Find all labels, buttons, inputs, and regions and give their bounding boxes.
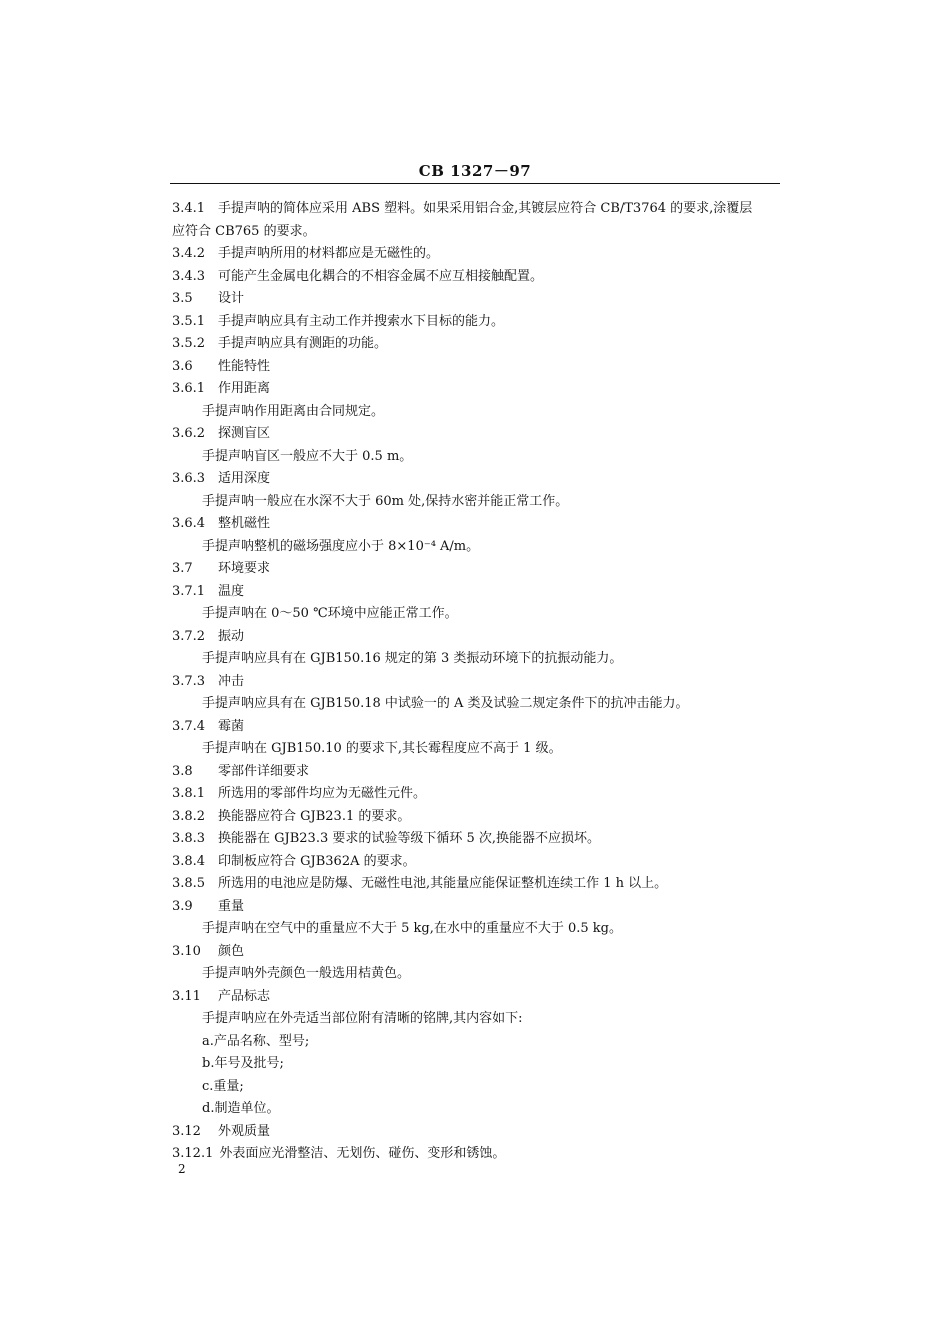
- clause-text: 适用深度: [218, 471, 271, 486]
- clause-line: [172, 626, 782, 649]
- clause-text: 设计: [218, 291, 245, 306]
- clause-line: [172, 896, 782, 919]
- clause-number: 3.7.2: [172, 628, 206, 644]
- clause-line: [172, 423, 782, 446]
- clause-number: 3.6.3: [172, 471, 206, 486]
- clause-text: 印制板应符合 GJB362A 的要求。: [218, 853, 416, 869]
- text-line: [172, 603, 782, 626]
- clause-number: 3.6.4: [172, 516, 206, 531]
- document-body: [172, 198, 782, 1166]
- clause-text: 颜色: [218, 943, 245, 959]
- text-line: [172, 1098, 782, 1121]
- clause-number: 3.8.4: [172, 853, 206, 869]
- clause-text: 所选用的零部件均应为无磁性元件。: [218, 786, 427, 801]
- clause-line: [172, 558, 782, 581]
- clause-text: 手提声呐应具有在 GJB150.18 中试验一的 A 类及试验二规定条件下的抗冲击能力。: [202, 696, 689, 711]
- clause-number: 3.5: [172, 291, 193, 306]
- clause-number: 3.6.2: [172, 426, 206, 441]
- clause-text: 振动: [218, 628, 245, 644]
- clause-line: [172, 288, 782, 311]
- clause-text: 手提声呐作用距离由合同规定。: [202, 403, 385, 419]
- clause-line: [172, 468, 782, 491]
- clause-text: 外表面应光滑整洁、无划伤、碰伤、变形和锈蚀。: [219, 1146, 506, 1161]
- clause-text: 产品标志: [218, 988, 271, 1004]
- clause-number: 3.5.2: [172, 336, 206, 351]
- clause-number: 3.11: [172, 988, 201, 1004]
- clause-line: [172, 1143, 782, 1166]
- clause-number: 3.8: [172, 763, 193, 779]
- clause-text: 整机磁性: [218, 516, 271, 531]
- clause-text: 外观质量: [218, 1123, 271, 1139]
- clause-line: [172, 828, 782, 851]
- clause-number: 3.8.3: [172, 831, 206, 846]
- clause-text: 手提声呐应具有主动工作并搜索水下目标的能力。: [218, 313, 505, 329]
- text-line: [172, 536, 782, 559]
- clause-line: [172, 851, 782, 874]
- clause-text: 零部件详细要求: [218, 763, 310, 779]
- clause-number: 3.5.1: [172, 313, 206, 329]
- text-line: [172, 648, 782, 671]
- clause-number: 3.4.1: [172, 201, 206, 216]
- clause-text: 换能器在 GJB23.3 要求的试验等级下循环 5 次,换能器不应损坏。: [218, 831, 601, 846]
- clause-line: [172, 941, 782, 964]
- clause-line: [172, 671, 782, 694]
- clause-text: 霉菌: [218, 718, 245, 734]
- clause-line: [172, 266, 782, 289]
- clause-number: 3.10: [172, 943, 201, 959]
- clause-number: 3.8.2: [172, 808, 206, 824]
- clause-text: b.年号及批号;: [202, 1056, 284, 1071]
- document-header-code: CB 1327－97: [418, 162, 532, 180]
- clause-text: 探测盲区: [218, 426, 271, 441]
- clause-text: 手提声呐整机的磁场强度应小于 8×10⁻⁴ A/m。: [202, 538, 480, 554]
- text-line: [172, 738, 782, 761]
- clause-text: 手提声呐应具有在 GJB150.16 规定的第 3 类振动环境下的抗振动能力。: [202, 651, 623, 666]
- clause-text: c.重量;: [202, 1078, 244, 1094]
- text-line: [172, 693, 782, 716]
- page-number: 2: [178, 1162, 186, 1176]
- clause-text: 手提声呐在 GJB150.10 的要求下,其长霉程度应不高于 1 级。: [202, 741, 562, 756]
- clause-text: 性能特性: [218, 358, 271, 374]
- clause-text: 重量: [218, 898, 245, 914]
- text-line: [172, 221, 782, 244]
- text-line: [172, 446, 782, 469]
- clause-text: 手提声呐应在外壳适当部位附有清晰的铭牌,其内容如下:: [202, 1011, 523, 1026]
- clause-text: 作用距离: [218, 381, 271, 396]
- clause-text: 应符合 CB765 的要求。: [172, 223, 316, 239]
- text-line: [172, 491, 782, 514]
- clause-number: 3.12.1: [172, 1146, 214, 1161]
- clause-text: 可能产生金属电化耦合的不相容金属不应互相接触配置。: [218, 268, 544, 284]
- clause-text: a.产品名称、型号;: [202, 1033, 310, 1049]
- clause-line: [172, 378, 782, 401]
- clause-number: 3.7.1: [172, 583, 206, 599]
- clause-number: 3.7.4: [172, 718, 206, 734]
- clause-number: 3.12: [172, 1123, 201, 1139]
- clause-number: 3.7.3: [172, 673, 206, 689]
- clause-number: 3.7: [172, 561, 193, 576]
- text-line: [172, 1031, 782, 1054]
- clause-line: [172, 783, 782, 806]
- clause-line: [172, 986, 782, 1009]
- text-line: [172, 401, 782, 424]
- clause-text: 手提声呐在空气中的重量应不大于 5 kg,在水中的重量应不大于 0.5 kg。: [202, 921, 623, 936]
- text-line: [172, 1008, 782, 1031]
- clause-text: 冲击: [218, 673, 245, 689]
- clause-line: [172, 581, 782, 604]
- text-line: [172, 918, 782, 941]
- clause-text: 所选用的电池应是防爆、无磁性电池,其能量应能保证整机连续工作 1 h 以上。: [218, 876, 668, 891]
- clause-line: [172, 1121, 782, 1144]
- clause-text: 手提声呐所用的材料都应是无磁性的。: [218, 246, 440, 261]
- clause-number: 3.9: [172, 898, 193, 914]
- text-line: [172, 1076, 782, 1099]
- clause-number: 3.8.1: [172, 786, 206, 801]
- clause-number: 3.4.3: [172, 268, 206, 284]
- clause-number: 3.6.1: [172, 381, 206, 396]
- text-line: [172, 963, 782, 986]
- header-rule: [170, 183, 780, 184]
- clause-text: 环境要求: [218, 561, 271, 576]
- clause-text: 手提声呐外壳颜色一般选用桔黄色。: [202, 966, 411, 981]
- clause-text: 换能器应符合 GJB23.1 的要求。: [218, 808, 411, 824]
- clause-text: 手提声呐盲区一般应不大于 0.5 m。: [202, 448, 413, 464]
- clause-number: 3.6: [172, 358, 193, 374]
- clause-number: 3.8.5: [172, 876, 206, 891]
- clause-line: [172, 716, 782, 739]
- text-line: [172, 1053, 782, 1076]
- clause-line: [172, 806, 782, 829]
- clause-line: [172, 873, 782, 896]
- clause-line: [172, 761, 782, 784]
- clause-line: [172, 333, 782, 356]
- clause-line: [172, 311, 782, 334]
- clause-text: 手提声呐在 0～50 ℃环境中应能正常工作。: [202, 606, 458, 621]
- clause-text: 手提声呐应具有测距的功能。: [218, 336, 388, 351]
- clause-text: 温度: [218, 583, 245, 599]
- clause-line: [172, 198, 782, 221]
- clause-text: d.制造单位。: [202, 1101, 280, 1116]
- clause-line: [172, 243, 782, 266]
- clause-number: 3.4.2: [172, 246, 206, 261]
- clause-text: 手提声呐的简体应采用 ABS 塑料。如果采用铝合金,其镀层应符合 CB/T3764 的要求,涂覆层: [218, 201, 753, 216]
- clause-line: [172, 513, 782, 536]
- clause-text: 手提声呐一般应在水深不大于 60m 处,保持水密并能正常工作。: [202, 493, 569, 509]
- clause-line: [172, 356, 782, 379]
